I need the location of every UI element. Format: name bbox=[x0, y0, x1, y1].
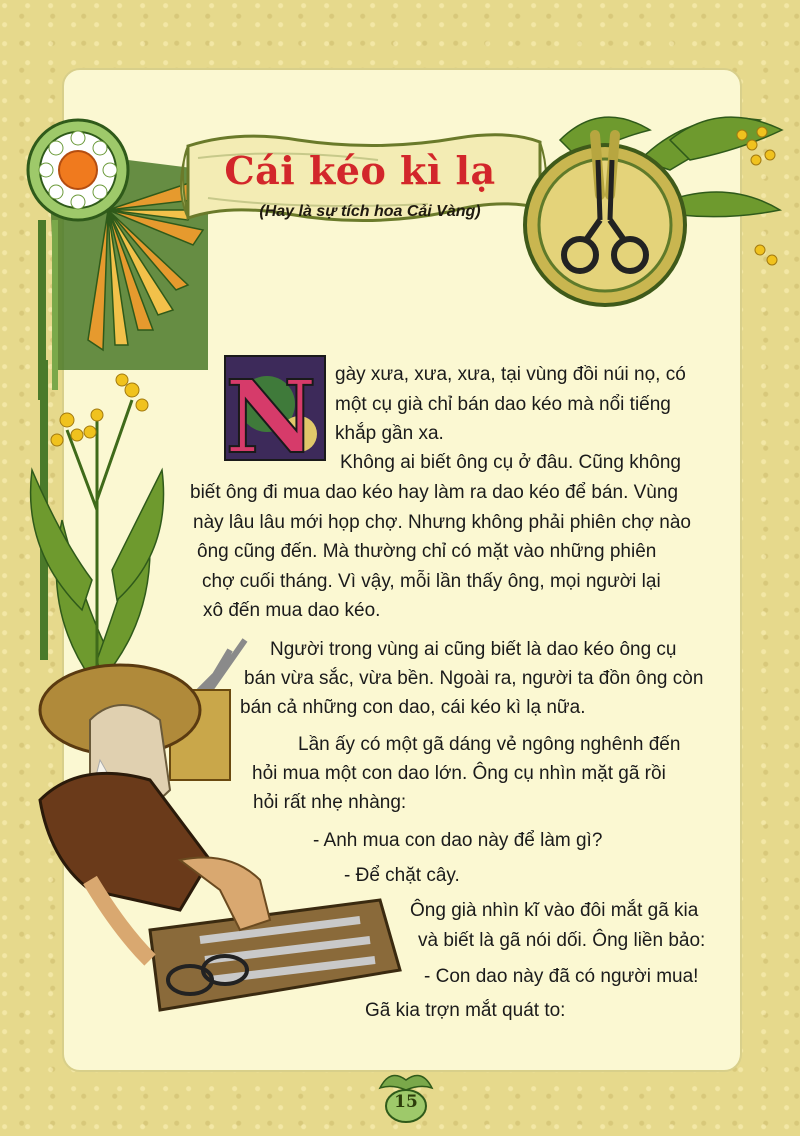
story-line: Lần ấy có một gã dáng vẻ ngông nghênh đến bbox=[298, 734, 681, 755]
drop-cap-letter: N bbox=[225, 358, 317, 464]
story-line: Gã kia trợn mắt quát to: bbox=[365, 1000, 566, 1021]
story-line: gày xưa, xưa, xưa, tại vùng đồi núi nọ, có bbox=[335, 364, 686, 385]
drop-cap-ornament bbox=[207, 354, 327, 464]
story-line: này lâu lâu mới họp chợ. Nhưng không phải phiên chợ nào bbox=[193, 512, 691, 533]
story-line: hỏi mua một con dao lớn. Ông cụ nhìn mặt gã rồi bbox=[252, 763, 666, 784]
story-line: chợ cuối tháng. Vì vậy, mỗi lần thấy ông, mọi người lại bbox=[202, 571, 661, 592]
story-line: hỏi rất nhẹ nhàng: bbox=[253, 792, 407, 813]
story-line: bán vừa sắc, vừa bền. Ngoài ra, người ta đồn ông còn bbox=[244, 668, 704, 689]
story-line: biết ông đi mua dao kéo hay làm ra dao kéo để bán. Vùng bbox=[190, 482, 679, 503]
story-line: Người trong vùng ai cũng biết là dao kéo ông cụ bbox=[270, 639, 677, 660]
story-line: - Anh mua con dao này để làm gì? bbox=[313, 830, 603, 851]
story-line: bán cả những con dao, cái kéo kì lạ nữa. bbox=[240, 697, 586, 718]
story-line: xô đến mua dao kéo. bbox=[203, 600, 381, 621]
story-line: - Con dao này đã có người mua! bbox=[424, 966, 699, 987]
page-title: Cái kéo kì lạ bbox=[224, 148, 496, 193]
scissors-icon bbox=[520, 100, 790, 310]
story-line: một cụ già chỉ bán dao kéo mà nổi tiếng bbox=[335, 394, 671, 415]
story-line: khắp gần xa. bbox=[335, 423, 444, 444]
page-number: 15 bbox=[394, 1092, 418, 1112]
story-line: và biết là gã nói dối. Ông liền bảo: bbox=[418, 930, 706, 951]
story-line: - Để chặt cây. bbox=[344, 865, 460, 886]
story-line: Ông già nhìn kĩ vào đôi mắt gã kia bbox=[410, 900, 699, 921]
story-line: ông cũng đến. Mà thường chỉ có mặt vào những phiên bbox=[197, 541, 657, 562]
story-line: Không ai biết ông cụ ở đâu. Cũng không bbox=[340, 452, 681, 473]
page-subtitle: (Hay là sự tích hoa Cải Vàng) bbox=[259, 203, 481, 220]
